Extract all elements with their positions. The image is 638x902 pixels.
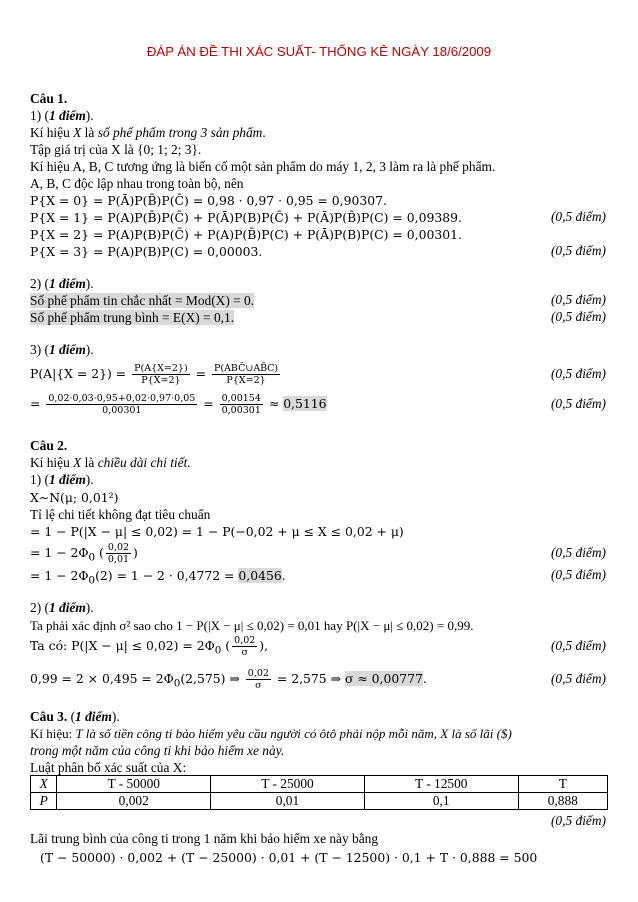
q2-find-sigma: Ta phải xác định σ² sao cho 1 − P(|X − μ| ≤ 0,02) = 0,01 hay P(|X − μ| ≤ 0,02) = 0,99. [30, 618, 474, 633]
fraction: $\frac{0,00154}{0,00301}$ [221, 393, 261, 416]
q3-expression: (T − 50000) · 0,002 + (T − 25000) · 0,01 + (T − 12500) · 0,1 + T · 0,888 = 500 [40, 850, 538, 865]
q1-value-set: Tập giá trị của X là {0; 1; 2; 3}. [30, 142, 202, 157]
q1-mode-score: (0,5 điểm) [550, 292, 606, 307]
q3-definition: Kí hiệu: T là số tiền công ti bảo hiểm yêu cầu người có ôtô phải nộp mỗi năm, X là số lãi ($) [30, 726, 512, 741]
q1-prob-x3: P{X = 3} = P(A)P(B)P(C) = 0,00003. [30, 244, 263, 259]
table-row [31, 776, 608, 793]
q1-part2-label: 2) (1 điểm). [30, 276, 94, 291]
q1-conditional-score-1: (0,5 điểm) [550, 366, 606, 381]
q2-line3-score: (0,5 điểm) [550, 567, 606, 582]
q2-line3: = $1 - 2\Phi_0(2) = 1 - 2 \cdot 0,4772 = 0,0456$. [30, 568, 286, 587]
table-cell: 0,1 [364, 793, 518, 810]
q3-table-score: (0,5 điểm) [550, 813, 606, 828]
q1-heading: Câu 1. [30, 91, 68, 106]
q1-mean-score: (0,5 điểm) [550, 309, 606, 324]
fraction: $\frac{0,02}{0,01}$ [107, 542, 130, 565]
table-cell: 0,002 [57, 793, 211, 810]
q2-have: Ta có: $P(|X - \mu| \le 0,02) = 2\Phi_0$ ( $\frac{0,02}{\sigma}$ ), [30, 635, 269, 658]
q2-defect-ratio: Tỉ lệ chi tiết không đạt tiêu chuẩn [30, 507, 211, 522]
fraction: $\frac{P(A\{X=2\})}{P\{X=2\}}$ [134, 363, 188, 386]
q3-law: Luật phân bố xác suất của X: [30, 760, 187, 775]
q2-distribution: X∼N(μ; 0,01²) [30, 490, 119, 505]
table-row-label: X [31, 776, 57, 793]
table-cell: T [518, 776, 607, 793]
q1-part3-label: 3) (1 điểm). [30, 342, 94, 357]
q1-mode: Số phế phẩm tin chắc nhất = Mod(X) = 0. [30, 293, 255, 308]
q2-part2-label: 2) (1 điểm). [30, 600, 94, 615]
page-title: ĐÁP ÁN ĐỀ THI XÁC SUẤT- THỐNG KÊ NGÀY 18/6/2009 [146, 44, 492, 59]
q2-heading: Câu 2. [30, 438, 68, 453]
table-row-label: P [31, 793, 57, 810]
q2-definition: Kí hiệu X là chiều dài chi tiết. [30, 455, 191, 470]
q2-line2-score: (0,5 điểm) [550, 545, 606, 560]
q2-solution: $0,99 = 2 \times 0,495 = 2\Phi_0(2,575)$ ⇒ $\frac{0,02}{\sigma}$ = 2,575 ⇒ σ ≈ 0,00777. [30, 668, 427, 691]
q1-mean: Số phế phẩm trung bình = E(X) = 0,1. [30, 310, 235, 325]
fraction: $\frac{0,02}{\sigma}$ [234, 635, 256, 658]
table-cell: 0,888 [518, 793, 607, 810]
q1-part1-label: 1) (1 điểm). [30, 108, 94, 123]
q1-conditional-prob: P(A|{X = 2}) = $\frac{P(A\{X=2\})}{P\{X=2\}}$ = $\frac{\text{P(ABC̄∪AB̄C)}}{P\{X=2\}}$ [30, 363, 279, 386]
q1-independence: A, B, C độc lập nhau trong toàn bộ, nên [30, 176, 244, 191]
q1-prob-x0: P{X = 0} = P(Ā)P(B̄)P(C̄) = 0,98 · 0,97 · 0,95 = 0,90307. [30, 193, 387, 208]
q3-definition-cont: trong một năm của công ti khi bảo hiểm xe này. [30, 743, 285, 758]
q1-prob-x2: P{X = 2} = P(A)P(B)P(C̄) + P(A)P(B̄)P(C) + P(Ā)P(B)P(C) = 0,00301. [30, 227, 462, 242]
q1-events: Kí hiệu A, B, C tương ứng là biến cố một sản phẩm do máy 1, 2, 3 làm ra là phế phẩm. [30, 159, 496, 174]
q1-definition: Kí hiệu X là số phế phẩm trong 3 sản phẩm. [30, 125, 266, 140]
q1-conditional-result: = $\frac{0,02\cdot 0,03\cdot 0,95+0,02\cdot 0,97\cdot 0,05}{0,00301}$ = $\frac{0,00154}{0,00301}$ ≈ 0,5116 [30, 393, 327, 416]
q3-heading: Câu 3. (1 điểm). [30, 709, 120, 724]
q2-line1: = 1 − P(|X − μ| ≤ 0,02) = 1 − P(−0,02 + μ ≤ X ≤ 0,02 + μ) [30, 524, 404, 539]
q2-line2: = $1 - 2\Phi_0$ ( $\frac{0,02}{0,01}$ ) [30, 542, 138, 565]
table-cell: 0,01 [211, 793, 365, 810]
fraction: $\frac{0,02\cdot 0,03\cdot 0,95+0,02\cdot 0,97\cdot 0,05}{0,00301}$ [48, 393, 196, 416]
q1-prob-x1: P{X = 1} = P(A)P(B̄)P(C̄) + P(Ā)P(B)P(C̄) + P(Ā)P(B̄)P(C) = 0,09389. [30, 210, 462, 225]
table-row [31, 793, 608, 810]
table-cell: T - 50000 [57, 776, 211, 793]
fraction: $\frac{0,02}{\sigma}$ [247, 668, 269, 691]
fraction: $\frac{\text{P(ABC̄∪AB̄C)}}{P\{X=2\}}$ [213, 363, 279, 386]
q3-average: Lãi trung bình của công ti trong 1 năm khi bảo hiểm xe này bằng [30, 831, 379, 846]
q1-conditional-score-2: (0,5 điểm) [550, 396, 606, 411]
q2-solution-score: (0,5 điểm) [550, 671, 606, 686]
q1-prob-x1-score: (0,5 điểm) [550, 209, 606, 224]
q2-part1-label: 1) (1 điểm). [30, 472, 94, 487]
table-cell: T - 25000 [211, 776, 365, 793]
q1-prob-x3-score: (0,5 điểm) [550, 243, 606, 258]
distribution-table [30, 775, 608, 810]
table-cell: T - 12500 [364, 776, 518, 793]
q2-have-score: (0,5 điểm) [550, 638, 606, 653]
